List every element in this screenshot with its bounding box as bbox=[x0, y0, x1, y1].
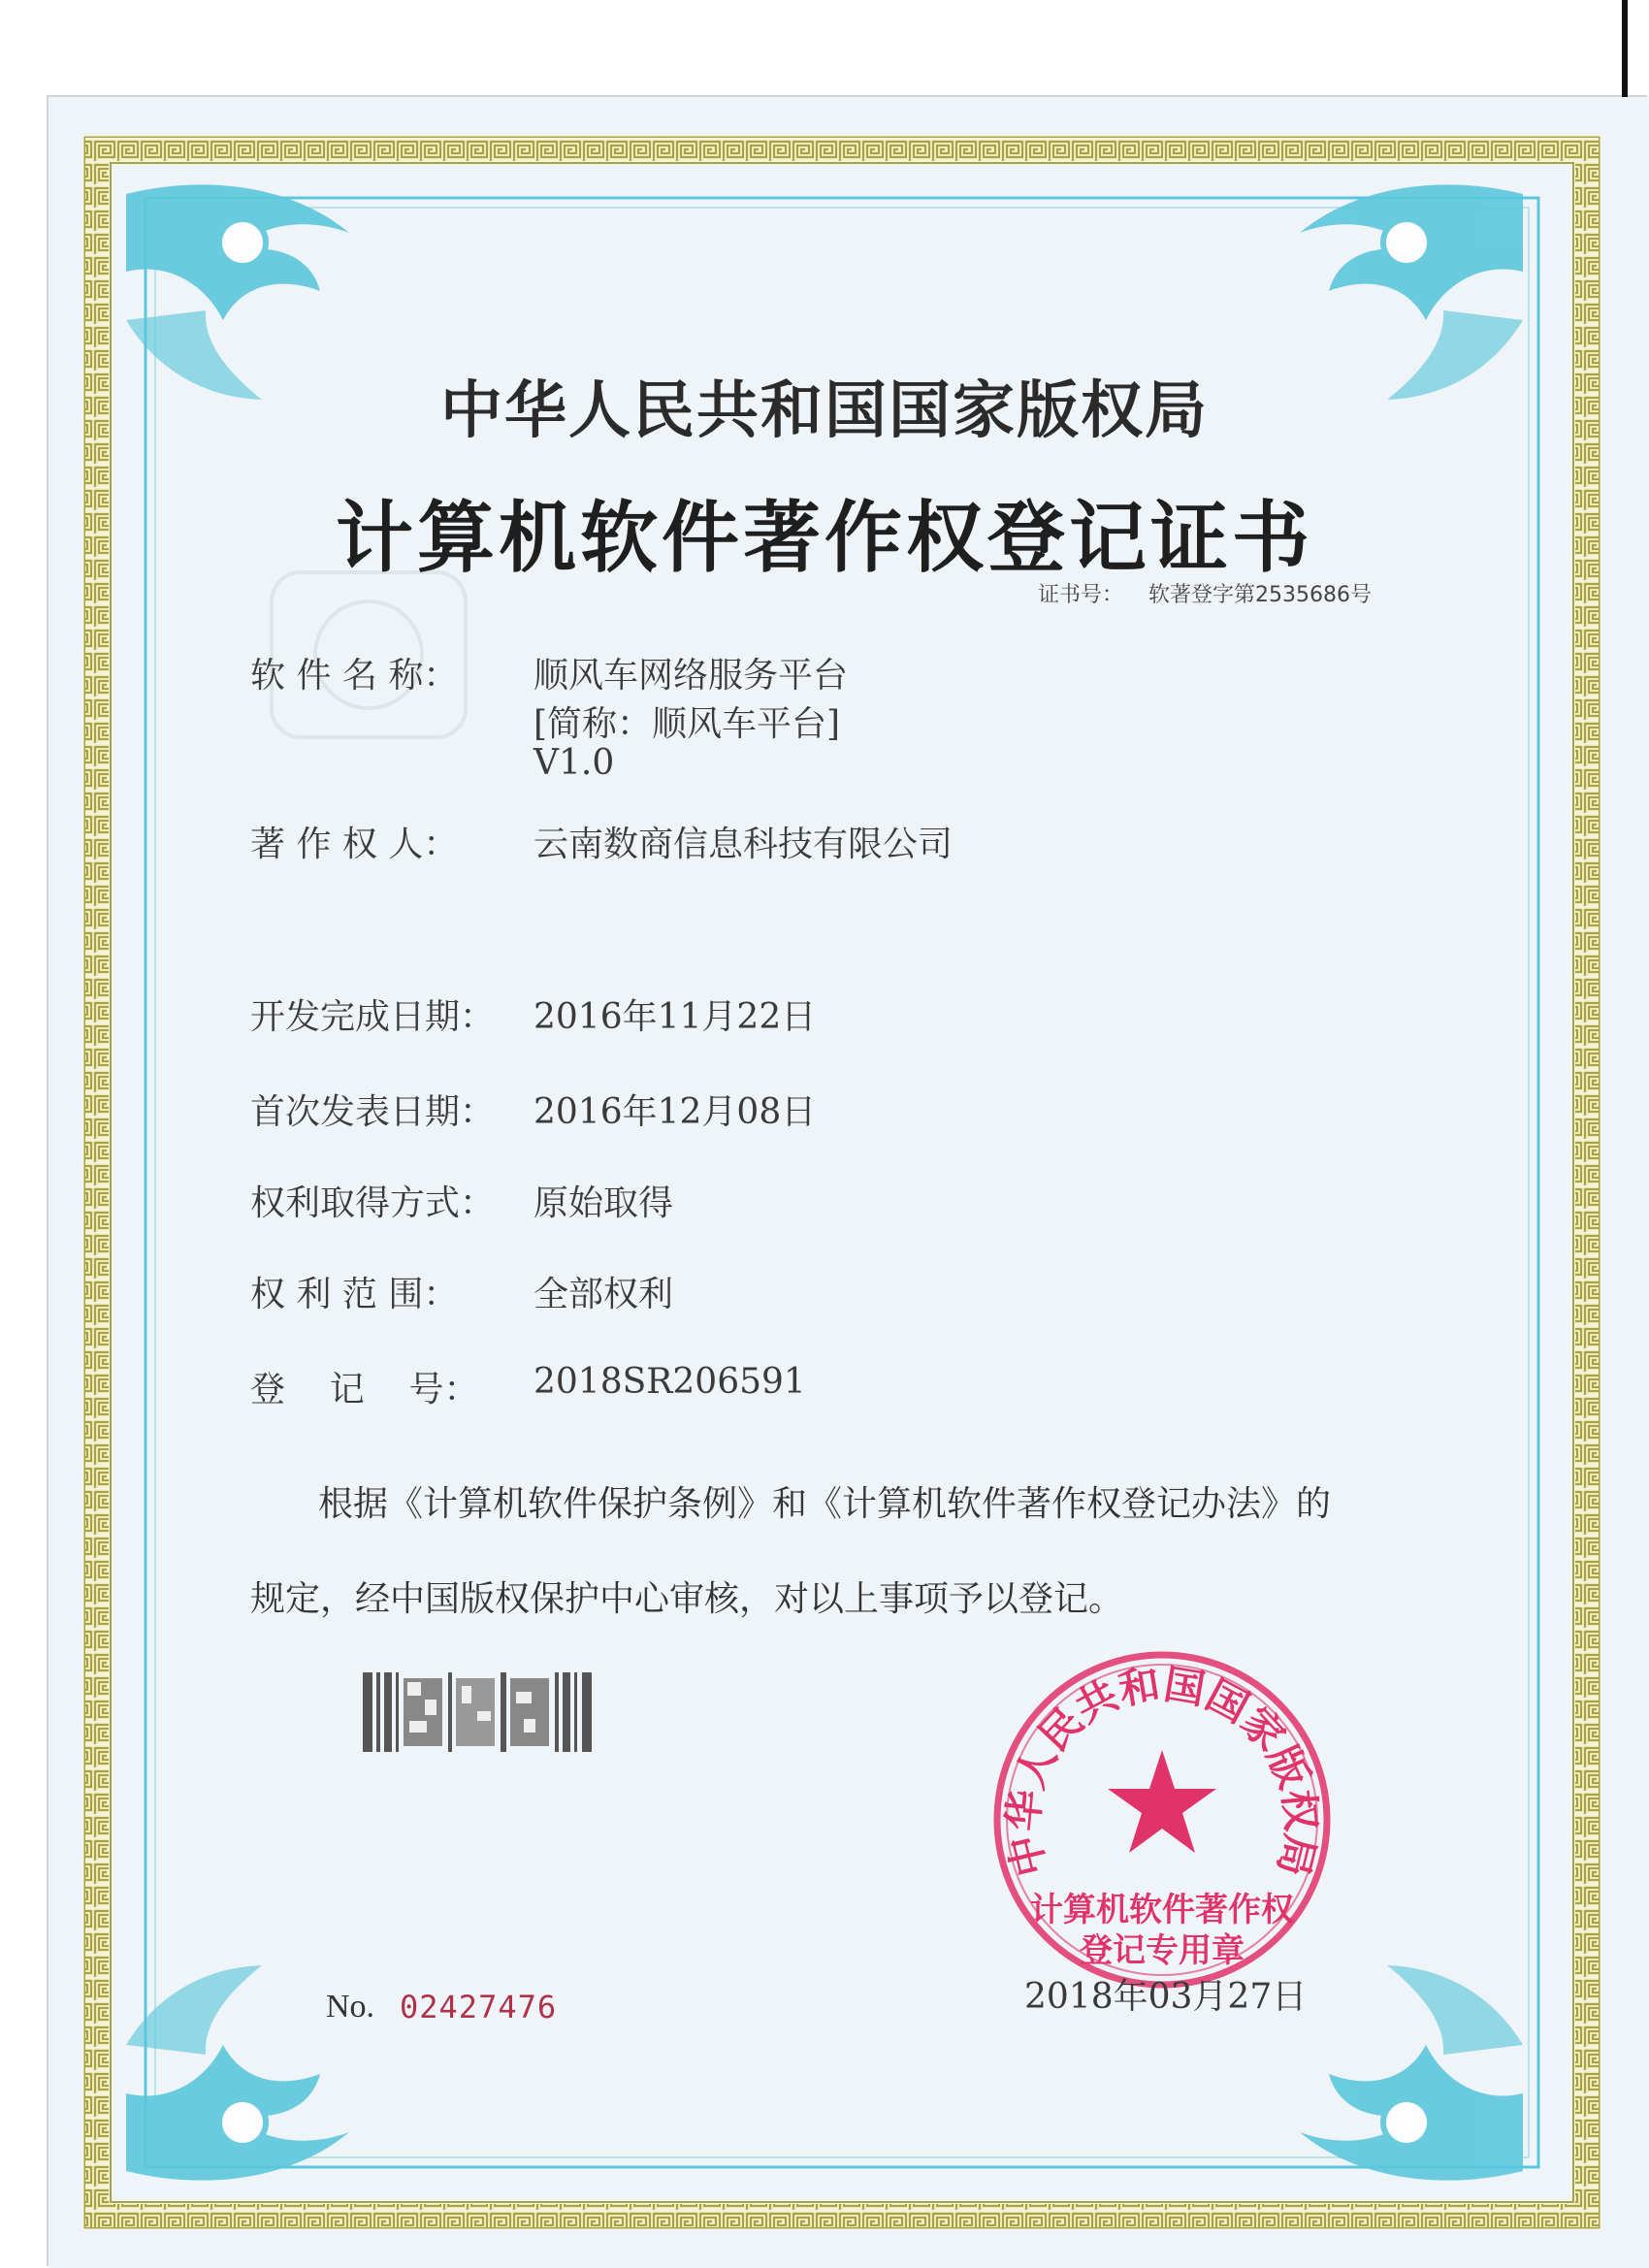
barcode bbox=[363, 1672, 592, 1752]
software-short-name: [简称：顺风车平台] bbox=[534, 704, 841, 744]
acquire-method: 原始取得 bbox=[534, 1183, 674, 1223]
corner-ornament-br bbox=[1300, 1965, 1523, 2181]
owner-label: 著 作 权 人： bbox=[250, 825, 459, 864]
certificate-title: 计算机软件著作权登记证书 bbox=[336, 492, 1313, 583]
publish-date: 2016年12月08日 bbox=[534, 1092, 817, 1132]
issue-date: 2018年03月27日 bbox=[1024, 1977, 1308, 2017]
certificate-number-label: 证书号： bbox=[1038, 583, 1124, 607]
owner: 云南数商信息科技有限公司 bbox=[534, 825, 954, 864]
statement-line-2: 规定，经中国版权保护中心审核，对以上事项予以登记。 bbox=[250, 1579, 1124, 1619]
serial-number: 02427476 bbox=[400, 1989, 558, 2025]
certificate-number-value: 软著登字第2535686号 bbox=[1148, 583, 1372, 607]
seal-inner-line-2: 登记专用章 bbox=[1080, 1931, 1245, 1970]
official-seal bbox=[986, 1643, 1339, 1996]
acquire-method-label: 权利取得方式： bbox=[250, 1183, 496, 1223]
issuer-title: 中华人民共和国国家版权局 bbox=[440, 375, 1209, 447]
software-name: 顺风车网络服务平台 bbox=[534, 656, 849, 696]
dev-date-label: 开发完成日期： bbox=[250, 997, 496, 1037]
software-version: V1.0 bbox=[534, 743, 615, 783]
certificate-number bbox=[1038, 578, 1372, 608]
corner-ornament-bl bbox=[126, 1965, 349, 2181]
seal-inner-line-1: 计算机软件著作权 bbox=[1030, 1891, 1294, 1929]
rights-scope: 全部权利 bbox=[534, 1275, 674, 1314]
rights-scope-label: 权 利 范 围： bbox=[250, 1275, 459, 1314]
seal-ring-text: 中华人民共和国国家版权局 bbox=[998, 1660, 1326, 1881]
serial-label: No. bbox=[326, 1989, 375, 2025]
statement-line-1: 根据《计算机软件保护条例》和《计算机软件著作权登记办法》的 bbox=[318, 1484, 1332, 1524]
dev-date: 2016年11月22日 bbox=[534, 997, 817, 1037]
software-name-label: 软 件 名 称： bbox=[250, 656, 459, 696]
registration-number: 2018SR206591 bbox=[534, 1362, 806, 1402]
publish-date-label: 首次发表日期： bbox=[250, 1092, 496, 1132]
seal-star-icon bbox=[1108, 1750, 1216, 1853]
registration-number-label: 登 记 号： bbox=[250, 1370, 479, 1409]
